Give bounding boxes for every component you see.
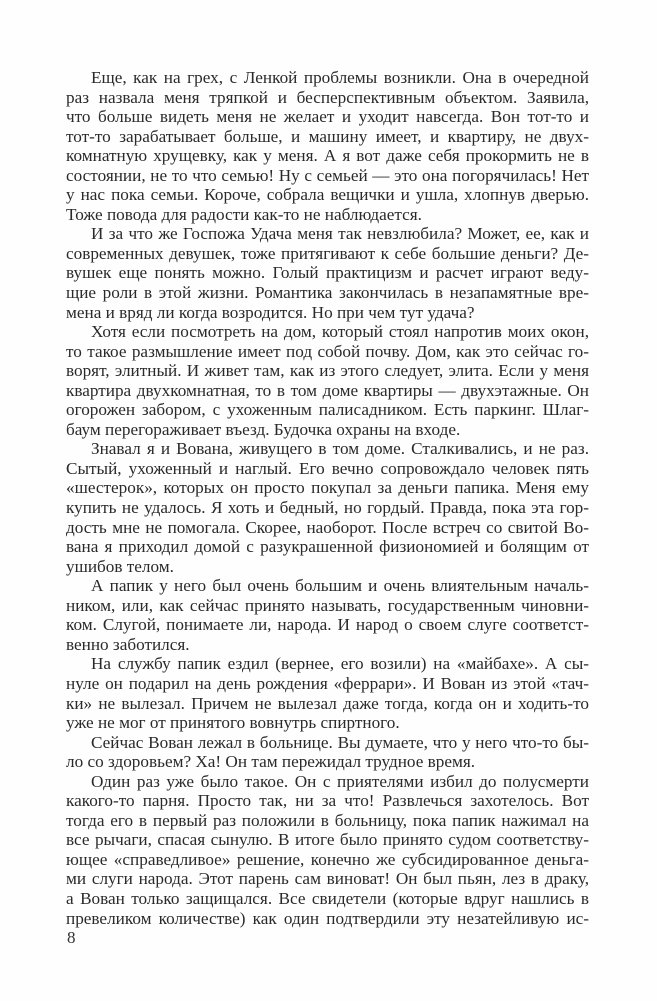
paragraph-first-line: Сейчас Вован лежал в больнице. Вы думаете, что у него что-то бы- bbox=[91, 732, 589, 752]
text-line: дость мне не помогала. Скорее, наоборот. После встреч со свитой Во- bbox=[66, 517, 589, 537]
paragraph-first-line: Один раз уже было такое. Он с приятелями избил до полусмерти bbox=[91, 771, 589, 791]
text-line: современных девушек, тоже притягивают к себе большие деньги? Де- bbox=[66, 243, 589, 263]
text-line: тот-то зарабатывает больше, и машину имеет, и квартиру, не двух- bbox=[66, 126, 589, 146]
text-line: Сытый, ухоженный и наглый. Его вечно сопровождало человек пять bbox=[66, 458, 589, 478]
text-line: нуле он подарил на день рождения «феррари». И Вован из этой «тач- bbox=[66, 673, 589, 693]
text-line: венно заботился. bbox=[66, 634, 190, 654]
text-line: уже не мог от принятого вовнутрь спиртного. bbox=[66, 713, 400, 733]
text-line: тогда его в первый раз положили в больницу, пока папик нажимал на bbox=[66, 810, 589, 830]
text-line: что больше видеть меня не желает и уходит навсегда. Вон тот-то и bbox=[66, 107, 589, 127]
text-line: у нас пока семьи. Короче, собрала вещички и ушла, хлопнув дверью. bbox=[66, 185, 589, 205]
text-line: ком. Слугой, понимаете ли, народа. И народ о своем слуге соответст- bbox=[66, 615, 589, 635]
text-line: ло со здоровьем? Ха! Он там пережидал трудное время. bbox=[66, 752, 476, 772]
text-line: Тоже повода для радости как-то не наблюдается. bbox=[66, 204, 422, 224]
text-line: раз назвала меня тряпкой и бесперспективным объектом. Заявила, bbox=[66, 87, 589, 107]
paragraph-first-line: Хотя если посмотреть на дом, который стоял напротив моих окон, bbox=[91, 322, 589, 342]
paragraph-first-line: Еще, как на грех, с Ленкой проблемы возникли. Она в очередной bbox=[91, 68, 589, 87]
text-line: ником, или, как сейчас принято называть, государственным чиновни- bbox=[66, 595, 589, 615]
text-line: комнатную хрущевку, как у меня. А я вот даже себя прокормить не в bbox=[66, 146, 589, 166]
text-line: щие роли в этой жизни. Романтика закончилась в незапамятные вре- bbox=[66, 283, 589, 303]
text-line: ки» не вылезал. Причем не вылезал даже тогда, когда он и ходить-то bbox=[66, 693, 589, 713]
text-line: «шестерок», которых он просто покупал за деньги папика. Меня ему bbox=[66, 478, 589, 498]
body-text bbox=[66, 68, 589, 928]
paragraph-first-line: Знавал я и Вована, живущего в том доме. Сталкивались, и не раз. bbox=[91, 439, 589, 459]
text-line: ющее «справедливое» решение, конечно же субсидированное деньга- bbox=[66, 849, 589, 869]
text-line: ми слуги народа. Этот парень сам виноват! Он был пьян, лез в драку, bbox=[66, 869, 589, 889]
paragraph-first-line: И за что же Госпожа Удача меня так невзлюбила? Может, ее, как и bbox=[91, 224, 589, 244]
text-line: превеликом количестве) как один подтвердили эту незатейливую ис- bbox=[66, 908, 589, 928]
text-line: ворят, элитный. И живет там, как из этого следует, элита. Если у меня bbox=[66, 361, 589, 381]
paragraph-first-line: На службу папик ездил (вернее, его возили) на «майбахе». А сы- bbox=[91, 654, 589, 674]
text-line: мена и вряд ли когда возродится. Но при чем тут удача? bbox=[66, 302, 475, 322]
text-line: какого-то парня. Просто так, ни за что! Развлечься захотелось. Вот bbox=[66, 791, 589, 811]
paragraph-first-line: А папик у него был очень большим и очень влиятельным началь- bbox=[91, 576, 589, 596]
page-number: 8 bbox=[67, 928, 76, 947]
text-line: баум перегораживает въезд. Будочка охраны на входе. bbox=[66, 419, 461, 439]
text-line: вушек еще понять можно. Голый практицизм и расчет играют веду- bbox=[66, 263, 589, 283]
text-line: состоянии, не то что семью! Ну с семьей — это она погорячилась! Нет bbox=[66, 165, 589, 185]
text-line: ушибов телом. bbox=[66, 556, 174, 576]
text-line: квартира двухкомнатная, то в том доме квартиры — двухэтажные. Он bbox=[66, 380, 589, 400]
text-line: огорожен забором, с ухоженным палисадником. Есть паркинг. Шлаг- bbox=[66, 400, 589, 420]
text-line: вана я приходил домой с разукрашенной физиономией и болящим от bbox=[66, 537, 589, 557]
text-line: все рычаги, спасая сынулю. В итоге было принято судом соответству- bbox=[66, 830, 589, 850]
text-line: то такое размышление имеет под собой почву. Дом, как это сейчас го- bbox=[66, 341, 589, 361]
text-line: купить не удалось. Я хоть и бедный, но гордый. Правда, пока эта гор- bbox=[66, 498, 589, 518]
text-line: а Вован только защищался. Все свидетели (которые вдруг нашлись в bbox=[66, 888, 589, 908]
